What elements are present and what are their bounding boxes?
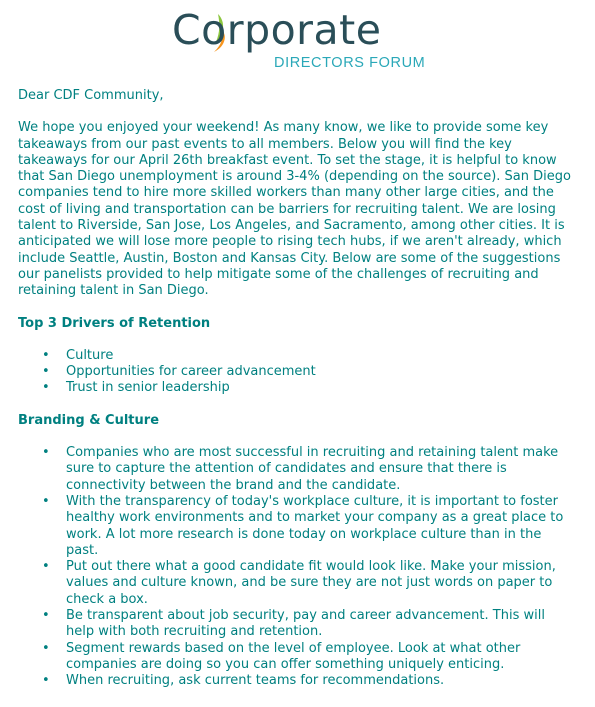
- greeting: Dear CDF Community,: [18, 88, 164, 103]
- list-item: • Be transparent about job security, pay and career advancement. This will help with both recruiting and retention.: [66, 608, 576, 641]
- list-item: • When recruiting, ask current teams for recommendations.: [66, 673, 576, 689]
- list-item: • Companies who are most successful in recruiting and retaining talent make sure to capture the attention of candidates and ensure that there is connectivity between the brand and the candidate.: [66, 445, 576, 494]
- list-item: • Segment rewards based on the level of employee. Look at what other companies are doing so you can offer something uniquely enticing.: [66, 641, 576, 674]
- section-heading-branding: Branding & Culture: [18, 412, 160, 428]
- branding-culture-list: [18, 445, 580, 689]
- list-item: • Trust in senior leadership: [66, 380, 580, 396]
- list-item: • With the transparency of today's workplace culture, it is important to foster healthy work environments and to market your company as a great place to work. A lot more research is done today on workplace culture than in the past.: [66, 494, 576, 559]
- list-item: • Put out there what a good candidate fit would look like. Make your mission, values and culture known, and be sure they are not just words on paper to check a box.: [66, 559, 576, 608]
- list-item: • Opportunities for career advancement: [66, 364, 580, 380]
- section-heading-retention: Top 3 Drivers of Retention: [18, 315, 211, 331]
- email-body: [18, 88, 580, 690]
- retention-drivers-list: [18, 348, 580, 397]
- intro-paragraph: We hope you enjoyed your weekend! As many know, we like to provide some key takeaways from our past events to all members. Below you will find the key takeaways for our April 26th breakfast event. To set the stage, it is helpful to know that San Diego unemployment is around 3-4% (depending on the source). San Diego companies tend to hire more skilled workers than many other large cities, and the cost of living and transportation can be barriers for recruiting talent. We are losing talent to Riverside, San Jose, Los Angeles, and Sacramento, among other cities. It is anticipated we will lose more people to rising tech hubs, if we aren't already, which include Seattle, Austin, Boston and Kansas City. Below are some of the suggestions our panelists provided to help mitigate some of the challenges of recruiting and retaining talent in San Diego.: [18, 120, 571, 299]
- logo-subtitle: DIRECTORS FORUM: [274, 55, 426, 71]
- corporate-directors-forum-logo: [170, 8, 430, 74]
- list-item: • Culture: [66, 348, 580, 364]
- logo-title: Corporate: [172, 6, 382, 54]
